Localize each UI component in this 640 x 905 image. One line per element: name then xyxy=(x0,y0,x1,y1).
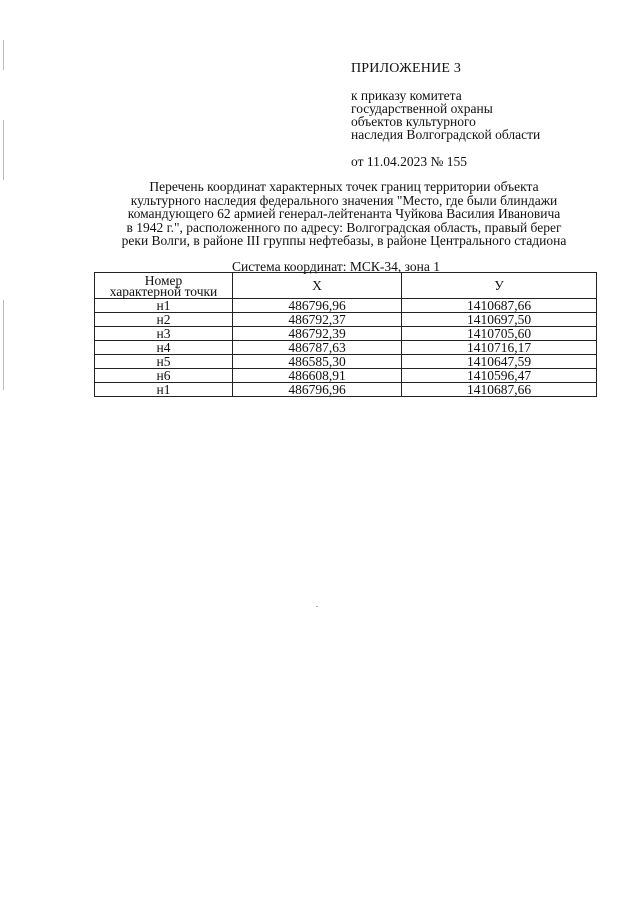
scan-edge-mark xyxy=(3,40,4,70)
appendix-line-2: государственной охраны xyxy=(351,101,493,116)
cell-y: 1410647,59 xyxy=(402,355,597,369)
table-row xyxy=(95,383,597,397)
table-row xyxy=(95,299,597,313)
document-title-line-3: командующего 62 армией генерал-лейтенанта Чуйкова Василия Ивановича xyxy=(127,206,561,221)
document-title-line-5: реки Волги, в районе III группы нефтебазы, в районе Центрального стадиона xyxy=(121,233,567,248)
cell-point: н1 xyxy=(95,299,233,313)
document-title-line-1: Перечень координат характерных точек границ территории объекта xyxy=(149,179,539,194)
cell-x: 486585,30 xyxy=(233,355,402,369)
header-point-number xyxy=(95,273,233,299)
cell-point: н6 xyxy=(95,369,233,383)
appendix-header xyxy=(351,62,540,168)
scan-edge-mark xyxy=(3,300,4,390)
header-point-number-line-1: Номер xyxy=(144,272,183,288)
cell-y: 1410716,17 xyxy=(402,341,597,355)
table-row xyxy=(95,369,597,383)
cell-x: 486787,63 xyxy=(233,341,402,355)
document-title-line-4: в 1942 г.", расположенного по адресу: Волгоградская область, правый берег xyxy=(126,219,562,235)
scan-edge-mark xyxy=(3,120,4,180)
header-x: X xyxy=(233,273,402,299)
header-y: У xyxy=(402,273,597,299)
cell-y: 1410687,66 xyxy=(402,299,597,313)
cell-point: н4 xyxy=(95,341,233,355)
cell-x: 486792,39 xyxy=(233,327,402,341)
cell-point: н2 xyxy=(95,313,233,327)
coordinate-system-label: Система координат: МСК-34, зона 1 xyxy=(232,259,440,274)
cell-x: 486792,37 xyxy=(233,313,402,327)
appendix-date: от 11.04.2023 № 155 xyxy=(351,154,467,169)
header-point-number-line-2: характерной точки xyxy=(109,283,218,299)
appendix-line-3: объектов культурного xyxy=(351,114,476,129)
table-row xyxy=(95,341,597,355)
cell-point: н3 xyxy=(95,327,233,341)
table-row xyxy=(95,313,597,327)
cell-point: н5 xyxy=(95,355,233,369)
cell-point: н1 xyxy=(95,383,233,397)
cell-x: 486608,91 xyxy=(233,369,402,383)
appendix-line-1: к приказу комитета xyxy=(351,88,462,103)
appendix-line-4: наследия Волгоградской области xyxy=(351,127,541,142)
coordinates-table xyxy=(94,272,597,397)
document-title-line-2: культурного наследия федерального значения "Место, где были блиндажи xyxy=(130,192,558,208)
cell-x: 486796,96 xyxy=(233,383,402,397)
table-row xyxy=(95,327,597,341)
table-header-row xyxy=(95,273,597,299)
cell-y: 1410697,50 xyxy=(402,313,597,327)
document-title xyxy=(88,180,600,248)
appendix-title: ПРИЛОЖЕНИЕ 3 xyxy=(351,61,462,76)
cell-y: 1410705,60 xyxy=(402,327,597,341)
cell-y: 1410596,47 xyxy=(402,369,597,383)
cell-x: 486796,96 xyxy=(233,299,402,313)
scan-speck xyxy=(316,606,318,607)
cell-y: 1410687,66 xyxy=(402,383,597,397)
table-row xyxy=(95,355,597,369)
